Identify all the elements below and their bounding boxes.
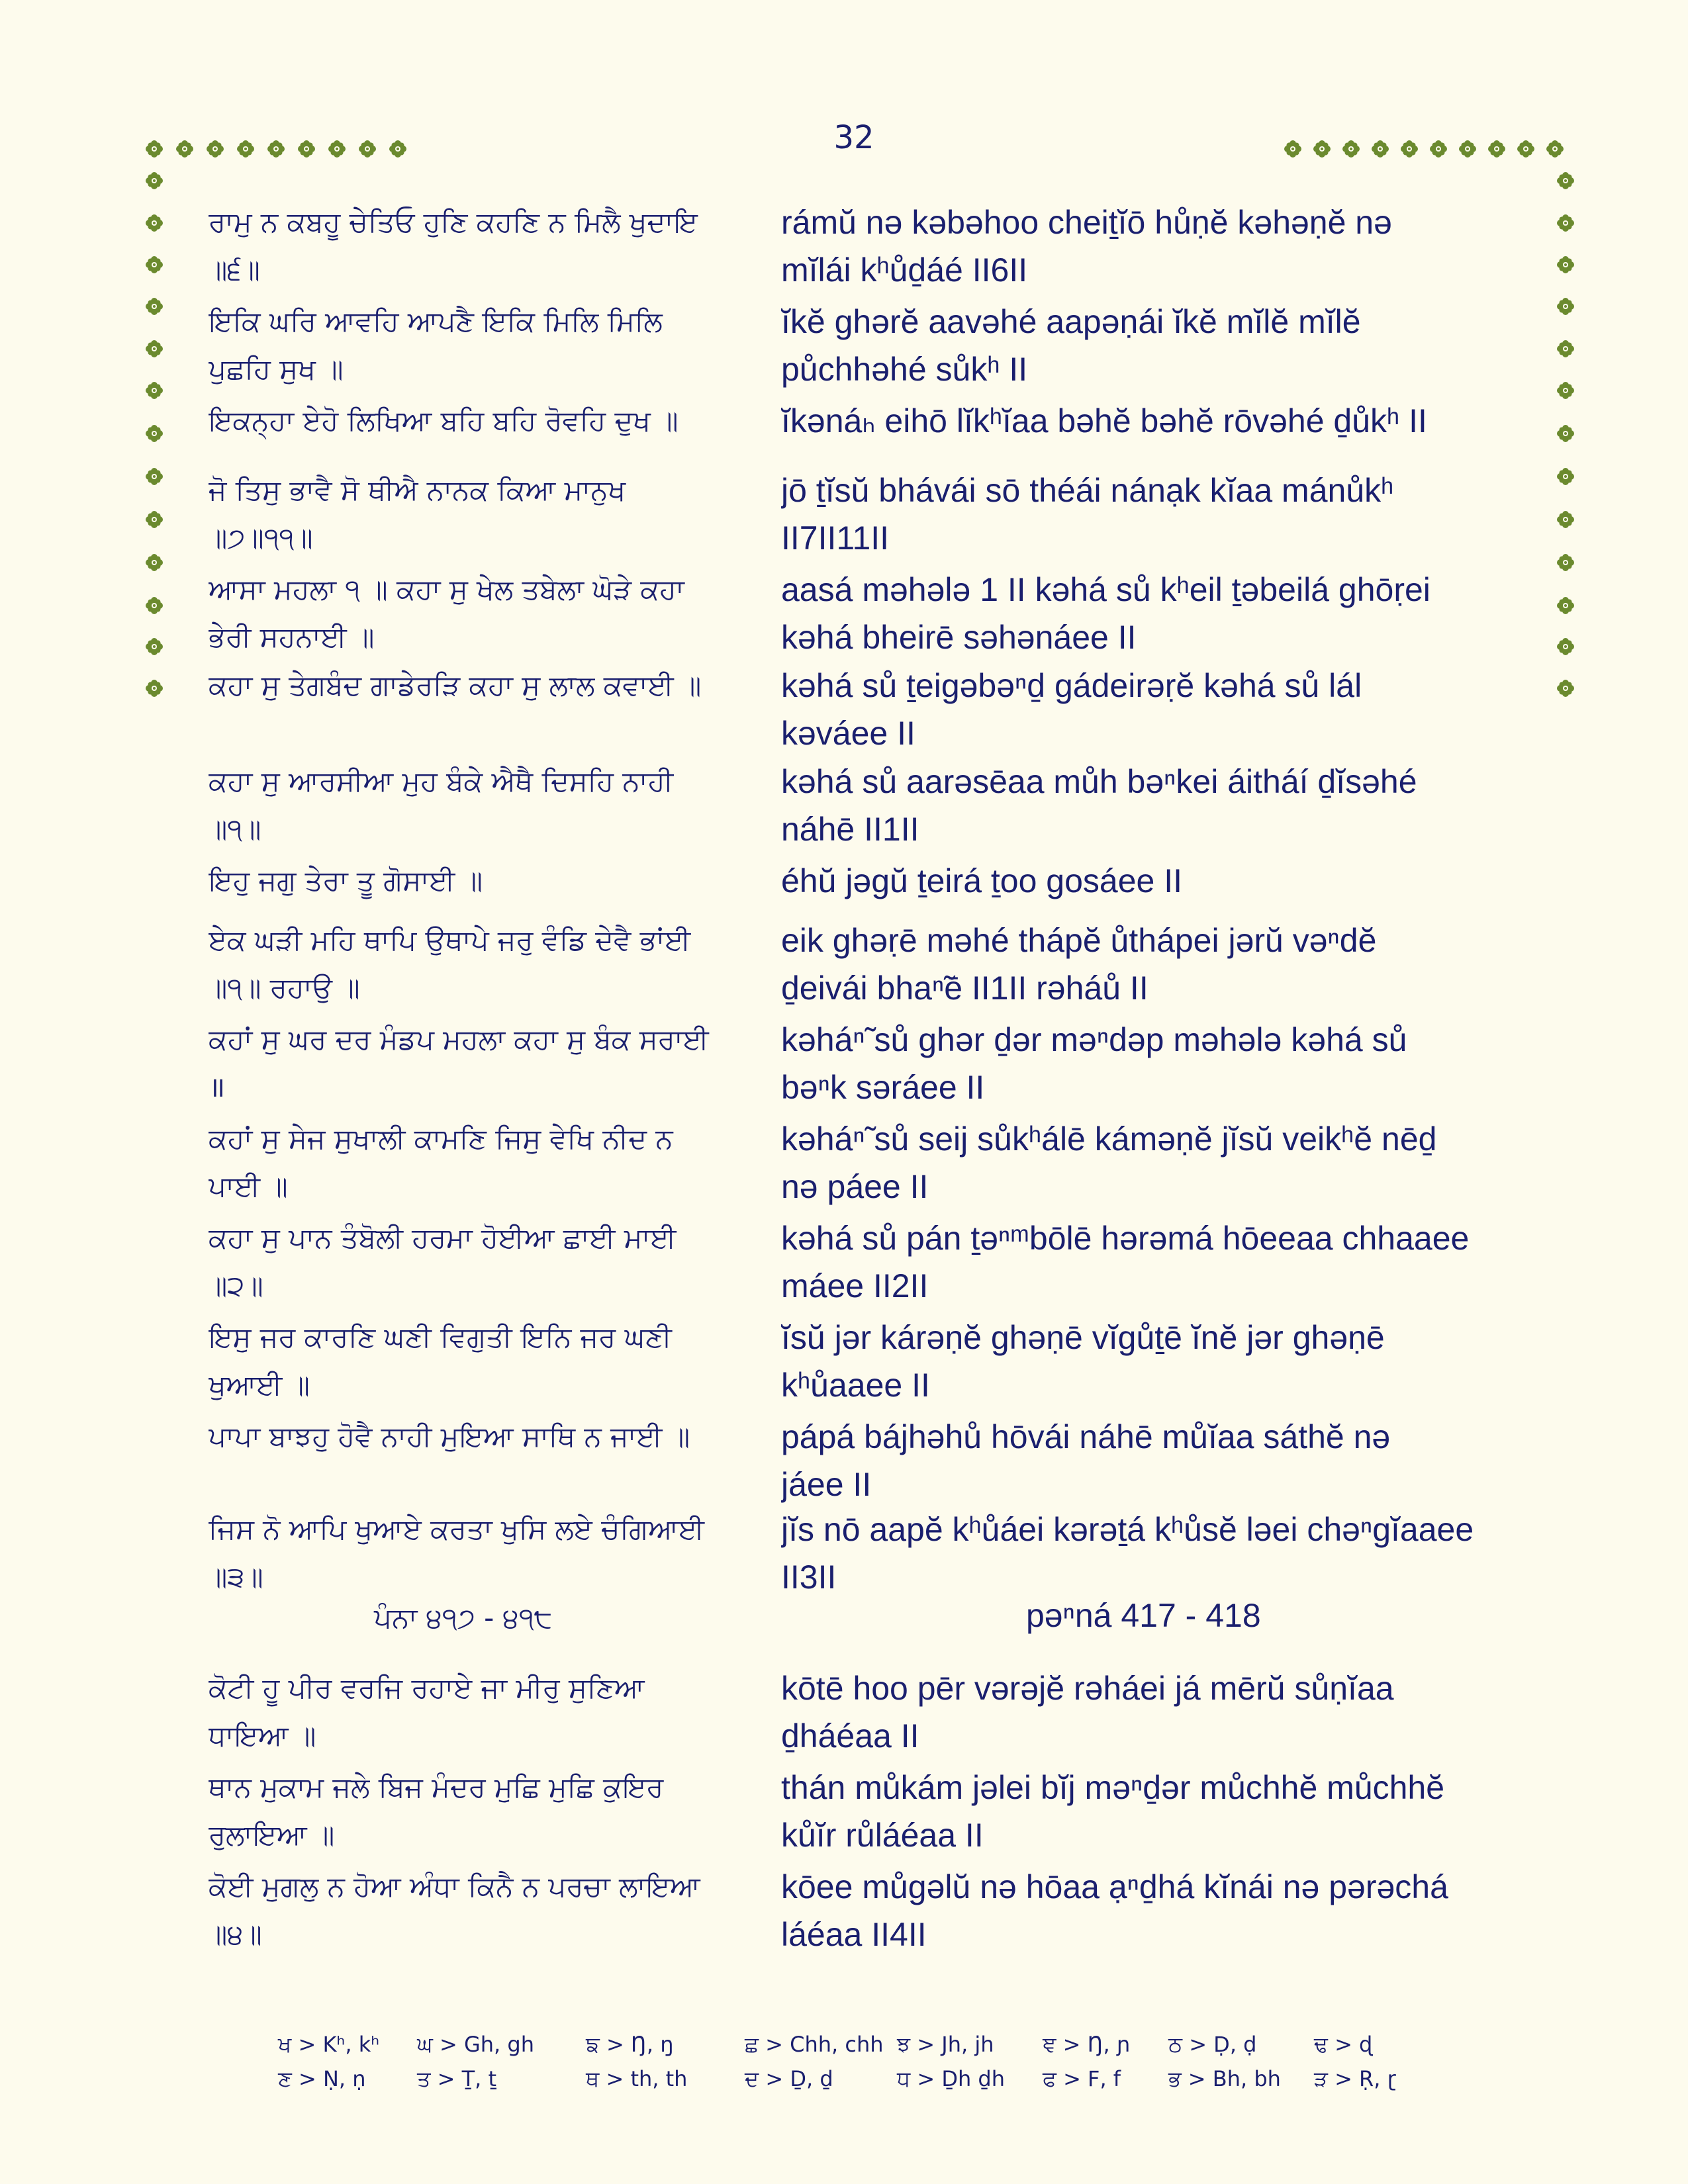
gurmukhi-line: ਰੁਲਾਇਆ ॥ xyxy=(209,1819,335,1851)
gurmukhi-line: ਰਾਮੁ ਨ ਕਬਹੂ ਚੇਤਿਓ ਹੁਣਿ ਕਹਣਿ ਨ ਮਿਲੈ ਖੁਦਾਇ xyxy=(209,206,698,238)
gurmukhi-text xyxy=(209,397,758,445)
flower-ornament-icon xyxy=(266,139,286,159)
transliteration-line: eik ghəṛē məhé thápĕ ůthápei jərŭ vəⁿdĕ xyxy=(781,922,1377,959)
transliteration-text xyxy=(781,1214,1523,1310)
transliteration-text xyxy=(781,566,1523,661)
gurmukhi-line: ਇਕਿ ਘਰਿ ਆਵਹਿ ਆਪਣੈ ਇਕਿ ਮਿਲਿ ਮਿਲਿ xyxy=(209,305,663,338)
legend-entry: ਘ > Gh, gh xyxy=(417,2032,534,2057)
flower-ornament-icon xyxy=(1458,139,1477,159)
transliteration-line: ḏháéaa II xyxy=(781,1717,919,1754)
gurmukhi-line: ਕਹਾ ਸੁ ਆਰਸੀਆ ਮੁਹ ਬੰਕੇ ਐਥੈ ਦਿਸਹਿ ਨਾਹੀ xyxy=(209,765,674,797)
transliteration-line: kəhá sů pán ṯəⁿᵐbōlē hərəmá hōeeaa chhaaee xyxy=(781,1220,1470,1257)
flower-ornament-icon xyxy=(1341,139,1361,159)
flower-ornament-icon xyxy=(1399,139,1419,159)
transliteration-text xyxy=(781,1115,1523,1210)
flower-ornament-icon xyxy=(297,139,316,159)
gurmukhi-text xyxy=(209,1016,758,1111)
flower-ornament-icon xyxy=(327,139,347,159)
legend-entry: ਭ > Bh, bh xyxy=(1168,2066,1281,2091)
gurmukhi-line: ਕਹਾਂ ਸੁ ਸੇਜ ਸੁਖਾਲੀ ਕਾਮਣਿ ਜਿਸੁ ਵੇਖਿ ਨੀਦ ਨ xyxy=(209,1122,673,1155)
gurmukhi-line: ਇਹੁ ਜਗੁ ਤੇਰਾ ਤੂ ਗੋਸਾਈ ॥ xyxy=(209,864,483,897)
gurmukhi-line: ॥੬॥ xyxy=(209,253,260,286)
gurmukhi-line: ਕਹਾ ਸੁ ਤੇਗਬੰਦ ਗਾਡੇਰੜਿ ਕਹਾ ਸੁ ਲਾਲ ਕਵਾਈ ॥ xyxy=(209,669,702,702)
transliteration-line: rámŭ nə kəbəhoo cheiṯĭō hůṇĕ kəhəṇĕ nə xyxy=(781,204,1392,241)
flower-ornament-icon xyxy=(1556,171,1575,191)
gurmukhi-line: ਭੇਰੀ ਸਹਨਾਈ ॥ xyxy=(209,621,375,653)
gurmukhi-text xyxy=(209,857,758,905)
gurmukhi-line: ॥੧॥ xyxy=(209,813,261,845)
gurmukhi-text xyxy=(209,758,758,853)
legend-entry: ਦ > Ḏ, ḏ xyxy=(745,2066,833,2091)
transliteration-line: kəhá sů ṯeigəbəⁿḏ gádeirəṛĕ kəhá sů lál xyxy=(781,667,1362,704)
gurmukhi-line: ॥੩॥ xyxy=(209,1561,263,1593)
flower-ornament-icon xyxy=(1556,255,1575,275)
transliteration-line: kəháⁿ̃ sů ghər ḏər məⁿdəp məhələ kəhá sů xyxy=(781,1021,1407,1058)
gurmukhi-line: ਇਸੁ ਜਰ ਕਾਰਣਿ ਘਣੀ ਵਿਗੁਤੀ ਇਨਿ ਜਰ ਘਣੀ xyxy=(209,1321,672,1353)
transliteration-line: máee II2II xyxy=(781,1267,929,1304)
flower-ornament-icon xyxy=(1516,139,1536,159)
gurmukhi-line: ਜਿਸ ਨੋ ਆਪਿ ਖੁਆਏ ਕਰਤਾ ਖੁਸਿ ਲਏ ਚੰਗਿਆਈ xyxy=(209,1513,704,1545)
flower-ornament-icon xyxy=(1312,139,1332,159)
transliteration-line: bəⁿk səráee II xyxy=(781,1069,985,1106)
transliteration-text xyxy=(781,1413,1523,1508)
gurmukhi-text xyxy=(209,298,758,393)
legend-entry: ਝ > Jh, jh xyxy=(897,2032,994,2057)
gurmukhi-text xyxy=(209,1664,758,1760)
transliteration-text xyxy=(781,1664,1523,1760)
transliteration-line: kəháⁿ̃ sů seij sůkʰálē kámәṇĕ jĭsŭ veikʰĕ nēḏ xyxy=(781,1120,1437,1158)
flower-ornament-icon xyxy=(144,467,164,486)
legend-entry: ਥ > th, th xyxy=(586,2066,688,2091)
transliteration-line: náhē II1II xyxy=(781,811,919,848)
transliteration-line: kůĭr růláéaa II xyxy=(781,1817,984,1854)
transliteration-line: II3II xyxy=(781,1559,837,1596)
transliteration-line: ĭkənáₕ eihō lĭkʰĭaa bəhĕ bəhĕ rōvəhé ḏůkʰ II xyxy=(781,402,1427,439)
transliteration-line: jō ṯĭsŭ bhávái sō théái nánạk kĭaa mánůkʰ xyxy=(781,472,1394,509)
gurmukhi-line: ਪਾਪਾ ਬਾਝਹੁ ਹੋਵੈ ਨਾਹੀ ਮੁਇਆ ਸਾਥਿ ਨ ਜਾਈ ॥ xyxy=(209,1420,690,1453)
legend-entry: ਫ > F, f xyxy=(1043,2066,1121,2091)
gurmukhi-text xyxy=(209,199,758,294)
transliteration-legend xyxy=(278,2032,1470,2101)
legend-row xyxy=(278,2066,1470,2101)
gurmukhi-line: ॥੪॥ xyxy=(209,1918,262,1950)
transliteration-text xyxy=(781,467,1523,562)
legend-entry: ਧ > Ḏh ḏh xyxy=(897,2066,1006,2091)
flower-ornament-icon xyxy=(1370,139,1390,159)
flower-ornament-icon xyxy=(1556,678,1575,698)
transliteration-line: kʰůaaee II xyxy=(781,1367,930,1404)
flower-ornament-icon xyxy=(144,596,164,615)
transliteration-line: ĭsŭ jər kárəṇĕ ghəṇē vĭgůṯē ĭnĕ jər ghəṇē xyxy=(781,1319,1385,1356)
transliteration-line: kəváee II xyxy=(781,715,915,752)
transliteration-line: éhŭ jəgŭ ṯeirá ṯoo gosáee II xyxy=(781,862,1183,899)
transliteration-text xyxy=(781,758,1523,853)
transliteration-line: kōtē hoo pēr vərəjĕ rəháei já mērŭ sůṇĭaa xyxy=(781,1670,1394,1707)
gurmukhi-text xyxy=(209,1314,758,1409)
flower-ornament-icon xyxy=(144,510,164,529)
gurmukhi-text xyxy=(209,467,758,562)
transliteration-line: aasá məhələ 1 II kəhá sů kʰeil ṯəbeilá ghōṛei xyxy=(781,571,1430,608)
gurmukhi-line: ਇਕਨ੍ਹਾ ਏਹੋ ਲਿਖਿਆ ਬਹਿ ਬਹਿ ਰੋਵਹਿ ਦੁਖ ॥ xyxy=(209,404,679,437)
gurmukhi-text xyxy=(209,1413,758,1461)
legend-entry: ਠ > Ḍ, ḍ xyxy=(1168,2032,1257,2057)
page-ref-transliteration: pəⁿná 417 - 418 xyxy=(1026,1597,1261,1634)
flower-ornament-icon xyxy=(1429,139,1448,159)
gurmukhi-line: ਕੋਈ ਮੁਗਲੁ ਨ ਹੋਆ ਅੰਧਾ ਕਿਨੈ ਨ ਪਰਚਾ ਲਾਇਆ xyxy=(209,1870,700,1903)
transliteration-text xyxy=(781,1314,1523,1409)
transliteration-line: půchhəhé sůkʰ II xyxy=(781,351,1028,388)
flower-ornament-icon xyxy=(144,424,164,443)
transliteration-text xyxy=(781,199,1523,294)
flower-ornament-icon xyxy=(144,213,164,233)
legend-entry: ਞ > Ŋ, ɲ xyxy=(1043,2032,1131,2057)
legend-entry: ਢ > ɖ xyxy=(1314,2032,1373,2057)
legend-entry: ੜ > Ṛ, ɽ xyxy=(1314,2066,1396,2091)
flower-ornament-icon xyxy=(1556,381,1575,400)
gurmukhi-text xyxy=(209,566,758,661)
legend-entry: ਛ > Chh, chh xyxy=(745,2032,884,2057)
flower-ornament-icon xyxy=(144,553,164,572)
transliteration-text xyxy=(781,917,1523,1012)
gurmukhi-text xyxy=(209,1506,758,1601)
flower-ornament-icon xyxy=(1556,510,1575,529)
gurmukhi-line: ਧਾਇਆ ॥ xyxy=(209,1719,316,1752)
transliteration-line: II7II11II xyxy=(781,520,890,557)
gurmukhi-line: ਏਕ ਘੜੀ ਮਹਿ ਥਾਪਿ ਉਥਾਪੇ ਜਰੁ ਵੰਡਿ ਦੇਵੈ ਭਾਂਈ xyxy=(209,924,691,956)
gurmukhi-line: ॥੧॥ ਰਹਾਉ ॥ xyxy=(209,972,360,1004)
gurmukhi-line: ॥੨॥ xyxy=(209,1269,263,1302)
flower-ornament-icon xyxy=(388,139,408,159)
transliteration-line: kōee můgəlŭ nə hōaa ạⁿḏhá kĭnái nə pərəchá xyxy=(781,1868,1448,1905)
transliteration-line: jĭs nō aapĕ kʰůáei kərəṯá kʰůsĕ ləei chəⁿgĭaaee xyxy=(781,1511,1474,1548)
transliteration-line: kəhá sů aarəsēaa můh bəⁿkei áitháí ḏĭsəhé xyxy=(781,763,1417,800)
flower-ornament-icon xyxy=(1556,467,1575,486)
legend-entry: ਖ > Kʰ, kʰ xyxy=(278,2032,380,2057)
transliteration-text xyxy=(781,397,1523,445)
transliteration-text xyxy=(781,1764,1523,1859)
transliteration-text xyxy=(781,298,1523,393)
flower-ornament-icon xyxy=(1556,637,1575,657)
flower-ornament-icon xyxy=(144,637,164,657)
transliteration-line: thán můkám jəlei bĭj məⁿḏər můchhĕ můchhĕ xyxy=(781,1769,1445,1806)
flower-ornament-icon xyxy=(1556,596,1575,615)
transliteration-text xyxy=(781,662,1523,757)
page-number: 32 xyxy=(833,119,874,156)
gurmukhi-line: ॥੭॥੧੧॥ xyxy=(209,522,313,554)
transliteration-text xyxy=(781,1016,1523,1111)
flower-ornament-icon xyxy=(357,139,377,159)
gurmukhi-text xyxy=(209,1863,758,1958)
flower-ornament-icon xyxy=(175,139,195,159)
transliteration-line: nə páee II xyxy=(781,1168,929,1205)
transliteration-line: láéaa II4II xyxy=(781,1916,927,1953)
transliteration-line: ḏeivái bhaⁿ̃ē II1II rəháů II xyxy=(781,970,1149,1007)
gurmukhi-line: ਕਹਾਂ ਸੁ ਘਰ ਦਰ ਮੰਡਪ ਮਹਲਾ ਕਹਾ ਸੁ ਬੰਕ ਸਰਾਈ xyxy=(209,1023,709,1056)
transliteration-text xyxy=(781,1506,1523,1601)
gurmukhi-line: ਥਾਨ ਮੁਕਾਮ ਜਲੇ ਬਿਜ ਮੰਦਰ ਮੁਛਿ ਮੁਛਿ ਕੁਇਰ xyxy=(209,1771,664,1803)
flower-ornament-icon xyxy=(144,678,164,698)
flower-ornament-icon xyxy=(144,255,164,275)
gurmukhi-line: ॥ xyxy=(209,1071,226,1103)
gurmukhi-line: ਖੁਆਈ ॥ xyxy=(209,1369,310,1401)
legend-entry: ਙ > Ŋ, ŋ xyxy=(586,2032,674,2057)
gurmukhi-text xyxy=(209,662,758,709)
flower-ornament-icon xyxy=(144,139,164,159)
transliteration-text xyxy=(781,857,1523,905)
transliteration-line: kəhá bheirē səhənáee II xyxy=(781,619,1137,656)
transliteration-text xyxy=(781,1863,1523,1958)
transliteration-line: ĭkĕ ghərĕ aavəhé aapəṇái ĭkĕ mĭlĕ mĭlĕ xyxy=(781,303,1361,340)
gurmukhi-text xyxy=(209,1214,758,1310)
flower-ornament-icon xyxy=(1283,139,1303,159)
flower-ornament-icon xyxy=(1556,424,1575,443)
transliteration-line: mĭlái kʰůḏáé II6II xyxy=(781,251,1028,289)
flower-ornament-icon xyxy=(144,381,164,400)
flower-ornament-icon xyxy=(144,296,164,316)
flower-ornament-icon xyxy=(1487,139,1507,159)
gurmukhi-line: ਆਸਾ ਮਹਲਾ ੧ ॥ ਕਹਾ ਸੁ ਖੇਲ ਤਬੇਲਾ ਘੋੜੇ ਕਹਾ xyxy=(209,573,684,606)
flower-ornament-icon xyxy=(144,171,164,191)
legend-entry: ਤ > Ṯ, ṯ xyxy=(417,2066,497,2091)
flower-ornament-icon xyxy=(205,139,225,159)
gurmukhi-line: ਪੁਛਹਿ ਸੁਖ ॥ xyxy=(209,353,344,385)
flower-ornament-icon xyxy=(1556,553,1575,572)
gurmukhi-text xyxy=(209,1115,758,1210)
flower-ornament-icon xyxy=(1556,296,1575,316)
gurmukhi-text xyxy=(209,917,758,1012)
gurmukhi-line: ਪਾਈ ॥ xyxy=(209,1170,288,1203)
gurmukhi-line: ਕੋਟੀ ਹੂ ਪੀਰ ਵਰਜਿ ਰਹਾਏ ਜਾ ਮੀਰੁ ਸੁਣਿਆ xyxy=(209,1672,645,1704)
flower-ornament-icon xyxy=(1556,339,1575,359)
page-ref-gurmukhi: ਪੰਨਾ ੪੧੭ - ੪੧੮ xyxy=(374,1602,553,1634)
flower-ornament-icon xyxy=(1556,213,1575,233)
transliteration-line: jáee II xyxy=(781,1466,872,1503)
transliteration-line: pápá bájhəhů hōvái náhē můĭaa sáthĕ nə xyxy=(781,1418,1391,1455)
gurmukhi-line: ਜੋ ਤਿਸੁ ਭਾਵੈ ਸੋ ਥੀਐ ਨਾਨਕ ਕਿਆ ਮਾਨੁਖ xyxy=(209,474,626,506)
legend-entry: ਣ > Ṇ, ṇ xyxy=(278,2066,366,2091)
flower-ornament-icon xyxy=(236,139,256,159)
gurmukhi-text xyxy=(209,1764,758,1859)
gurmukhi-line: ਕਹਾ ਸੁ ਪਾਨ ਤੰਬੋਲੀ ਹਰਮਾ ਹੋਈਆ ਛਾਈ ਮਾਈ xyxy=(209,1222,677,1254)
flower-ornament-icon xyxy=(144,339,164,359)
legend-row xyxy=(278,2032,1470,2066)
flower-ornament-icon xyxy=(1545,139,1565,159)
